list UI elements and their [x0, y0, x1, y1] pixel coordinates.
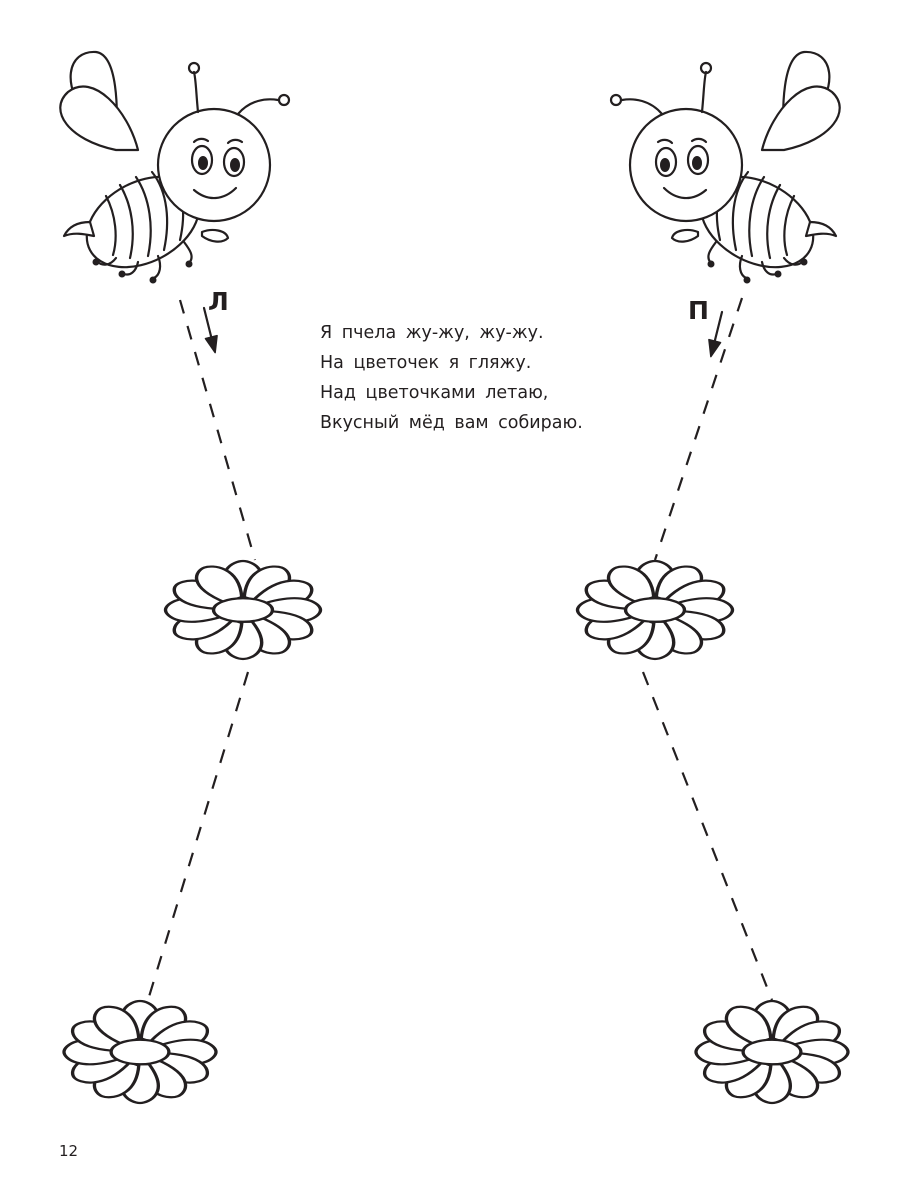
- right-top-daisy-icon: [578, 561, 733, 659]
- right-hand-letter: П: [688, 296, 709, 325]
- poem-line: Над цветочками летаю,: [320, 383, 549, 403]
- poem-line: На цветочек я гляжу.: [320, 353, 532, 373]
- right-bee-icon: [611, 52, 840, 286]
- poem: [320, 318, 640, 438]
- poem-line: Вкусный мёд вам собираю.: [320, 413, 583, 433]
- poem-line: Я пчела жу-жу, жу-жу.: [320, 323, 544, 343]
- left-bee-icon: [60, 52, 289, 286]
- left-top-daisy-icon: [166, 561, 321, 659]
- page-number: 12: [59, 1142, 79, 1160]
- left-bottom-daisy-icon: [64, 1001, 216, 1103]
- right-bottom-daisy-icon: [696, 1001, 848, 1103]
- left-hand-letter: Л: [208, 287, 229, 316]
